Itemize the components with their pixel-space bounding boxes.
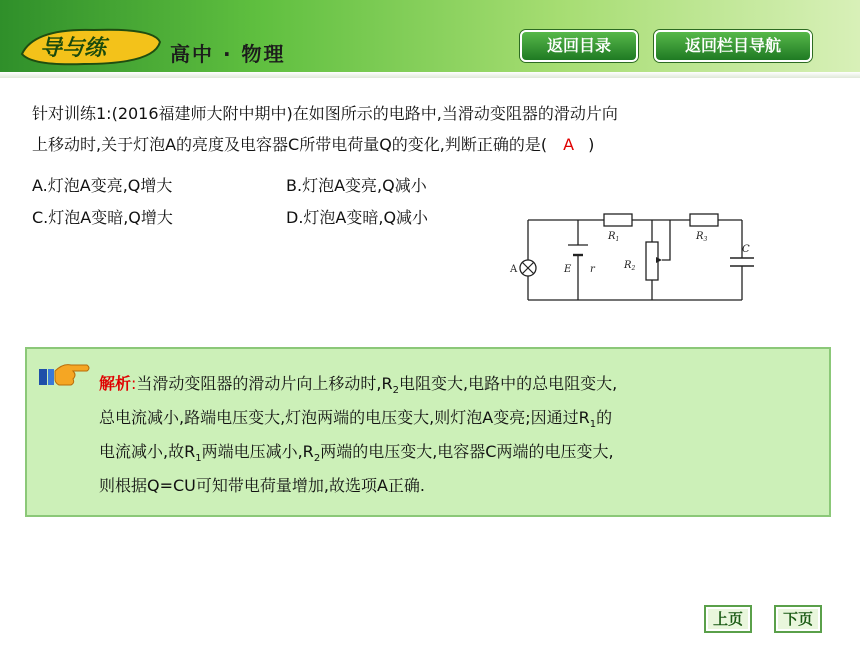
back-to-section-nav-button[interactable]: 返回栏目导航: [654, 30, 812, 62]
logo: [14, 24, 164, 68]
slider-arrow: [656, 257, 662, 263]
prev-page-button[interactable]: 上页: [704, 605, 752, 633]
emf-label: E: [564, 264, 572, 275]
question-line-2-close: ): [588, 135, 595, 154]
question-line-1: 针对训练1:(2016福建师大附中期中)在如图所示的电路中,当滑动变阻器的滑动片向: [32, 104, 618, 123]
internal-resistance-label: r: [590, 264, 595, 275]
option-d: D.灯泡A变暗,Q减小: [286, 208, 429, 227]
lamp-label: A: [510, 264, 518, 275]
analysis-label: 解析: [99, 374, 132, 393]
r1-label: $R_1$: [608, 231, 620, 243]
analysis-text: [99, 367, 819, 503]
pointing-hand-icon: [37, 359, 91, 391]
next-page-button[interactable]: 下页: [774, 605, 822, 633]
logo-text: 导与练: [40, 35, 107, 61]
subject-title: 高中 · 物理: [170, 42, 286, 66]
option-c: C.灯泡A变暗,Q增大: [32, 208, 173, 227]
circuit-diagram: [506, 208, 776, 310]
resistor-r3: [690, 214, 718, 226]
question-stem: [32, 98, 832, 160]
analysis-line-3: 电流减小,故$R_1$两端电压减小$,R_2$两端的电压变大,电容器C两端的电压变大,: [99, 442, 614, 465]
resistor-r1: [604, 214, 632, 226]
capacitor-label: C: [742, 244, 750, 255]
answer-letter: A: [563, 135, 575, 154]
r2-label: $R_2$: [624, 260, 636, 272]
option-a: A.灯泡A变亮,Q增大: [32, 176, 173, 195]
analysis-line-2: 总电流减小,路端电压变大,灯泡两端的电压变大,则灯泡A变亮;因通过$R_1$的: [99, 408, 613, 431]
back-to-toc-button[interactable]: 返回目录: [520, 30, 638, 62]
analysis-line-4: 则根据Q=CU可知带电荷量增加,故选项A正确.: [99, 476, 426, 495]
analysis-box: [25, 347, 831, 517]
analysis-line-1: 解析:当滑动变阻器的滑动片向上移动时$,R_2$电阻变大,电路中的总电阻变大,: [99, 374, 618, 397]
question-line-2-text: 上移动时,关于灯泡A的亮度及电容器C所带电荷量Q的变化,判断正确的是(: [32, 135, 548, 154]
option-b: B.灯泡A变亮,Q减小: [286, 176, 427, 195]
header-banner: [0, 0, 860, 78]
r3-label: $R_3$: [696, 231, 708, 243]
question-line-2: [32, 129, 832, 160]
